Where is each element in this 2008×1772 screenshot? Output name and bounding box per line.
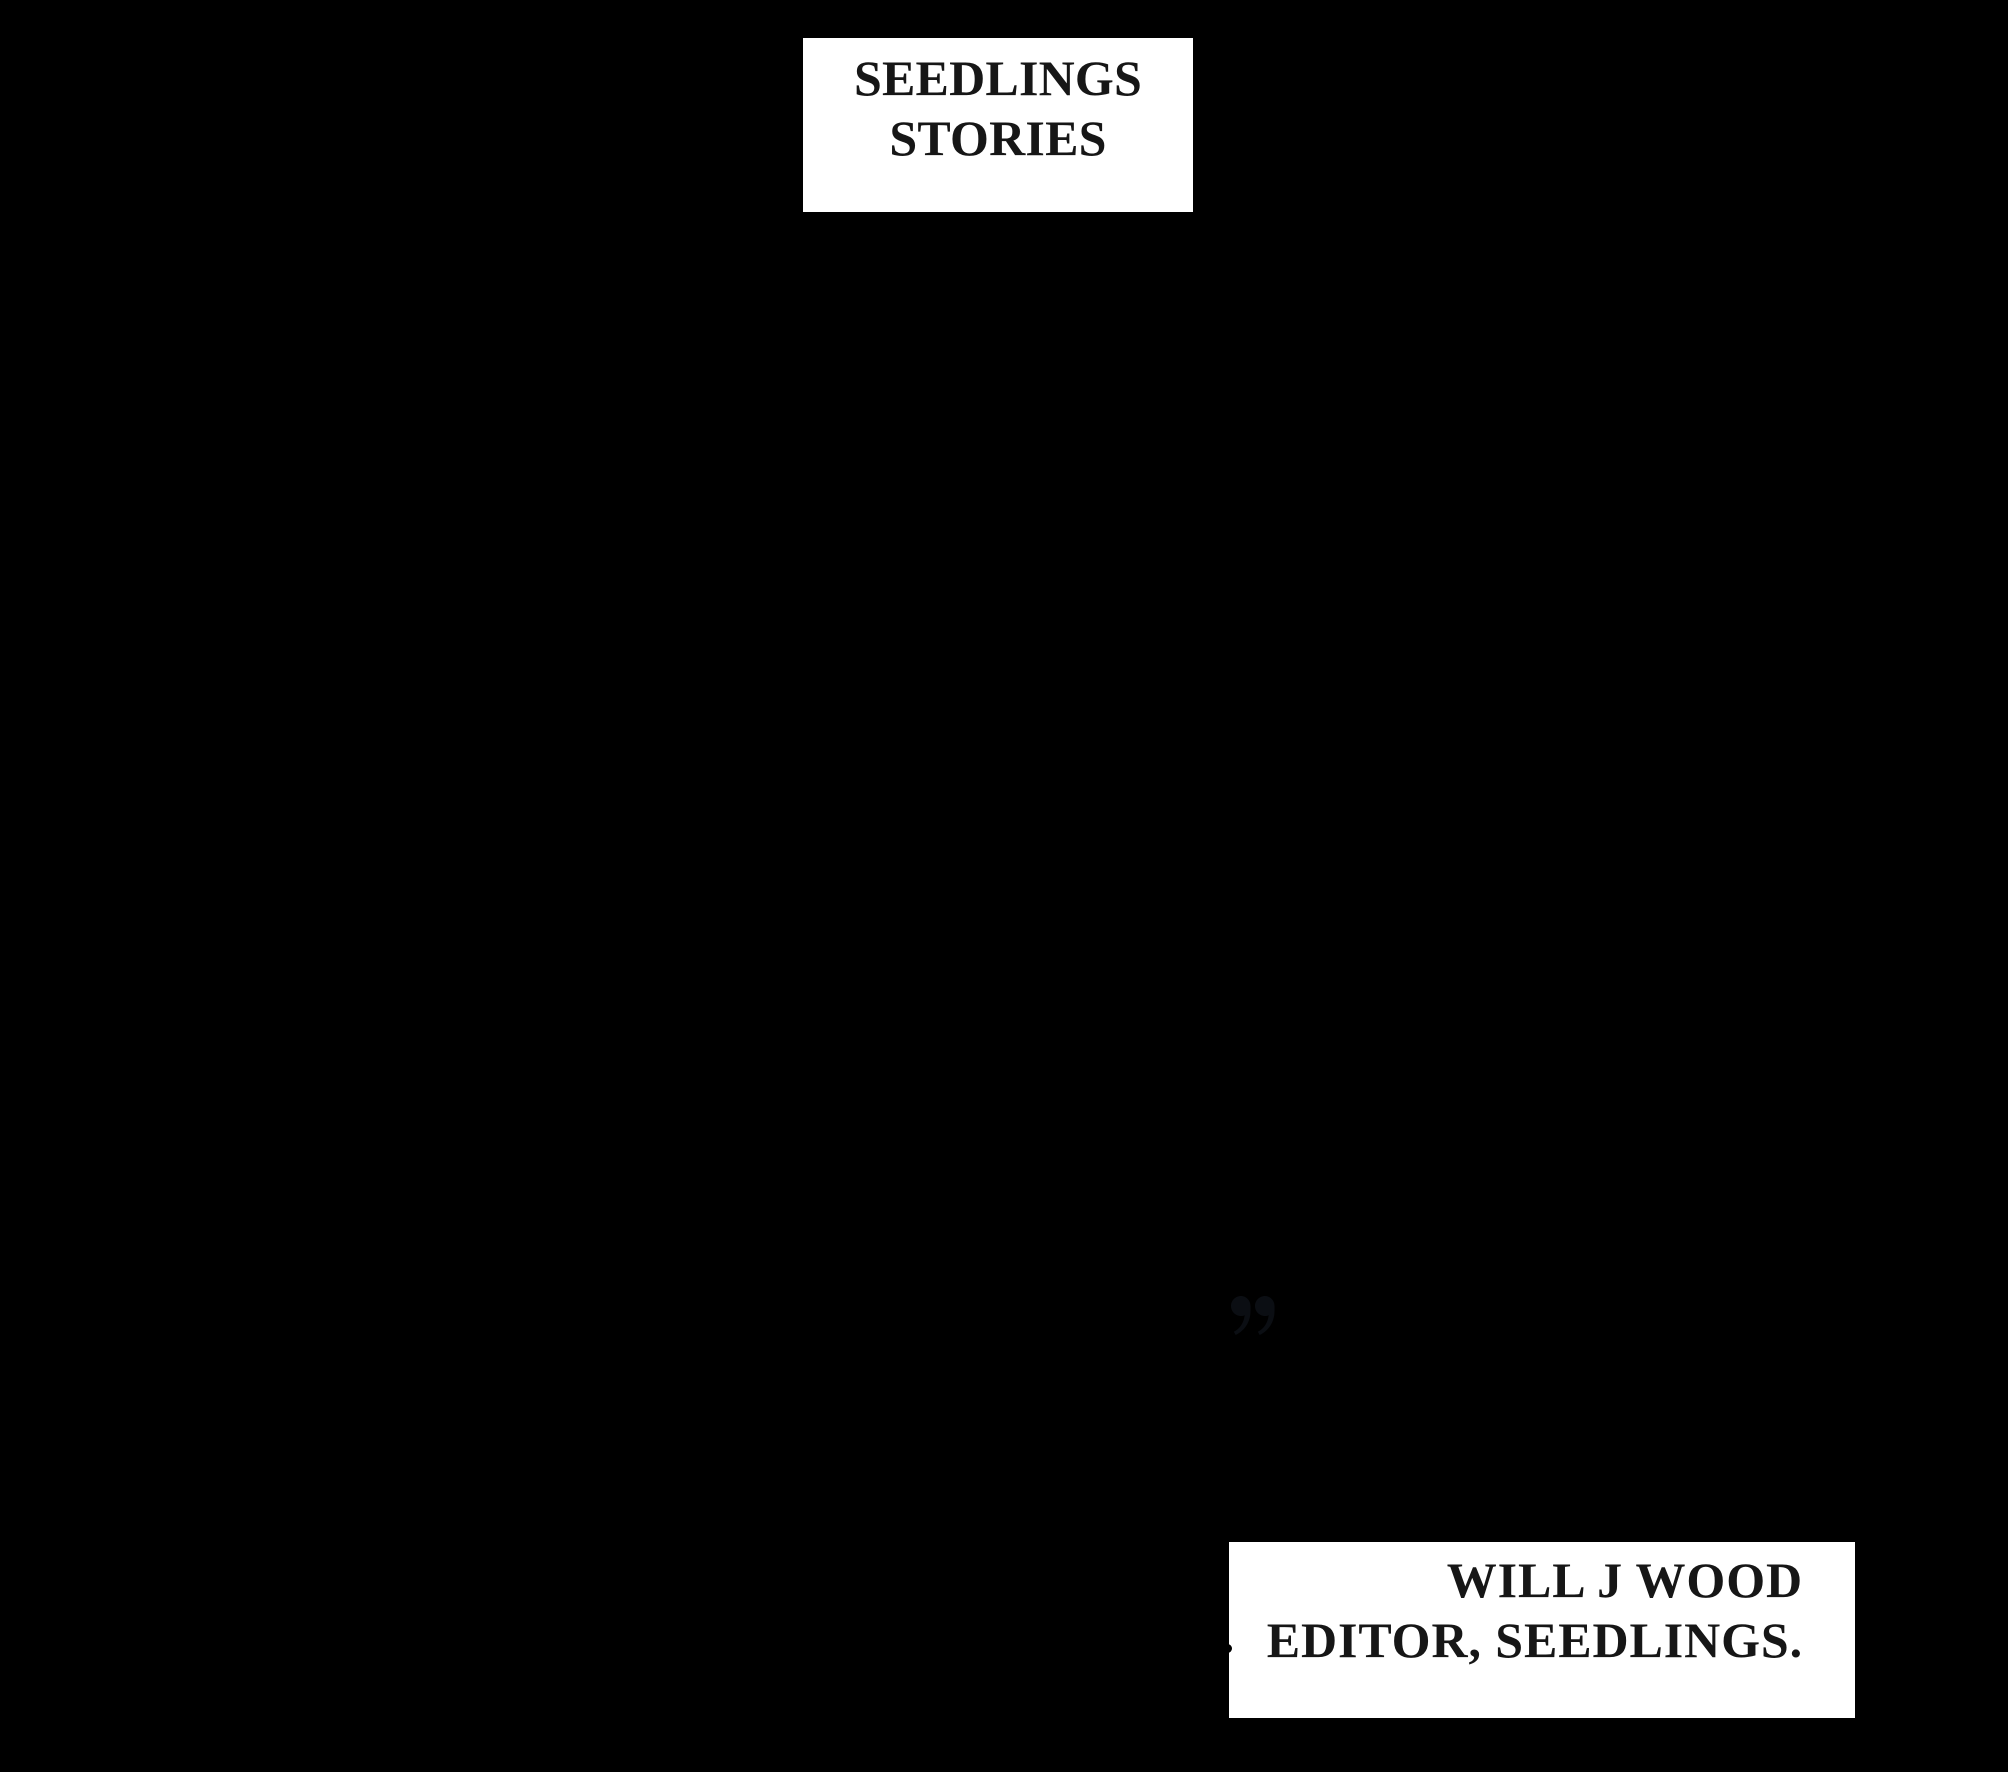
brand-label-box (803, 38, 1193, 212)
stray-period-dot (1223, 1644, 1232, 1653)
quote-comma-left (1231, 1296, 1251, 1335)
attribution-box (1229, 1542, 1855, 1718)
attribution-role: EDITOR, SEEDLINGS. (1266, 1612, 1803, 1668)
quote-comma-right (1255, 1296, 1275, 1335)
brand-label-line-1: SEEDLINGS (853, 50, 1143, 106)
brand-label-line-2: STORIES (889, 110, 1107, 166)
attribution-name: WILL J WOOD (1446, 1552, 1803, 1608)
closing-double-quote-icon (1231, 1296, 1275, 1336)
